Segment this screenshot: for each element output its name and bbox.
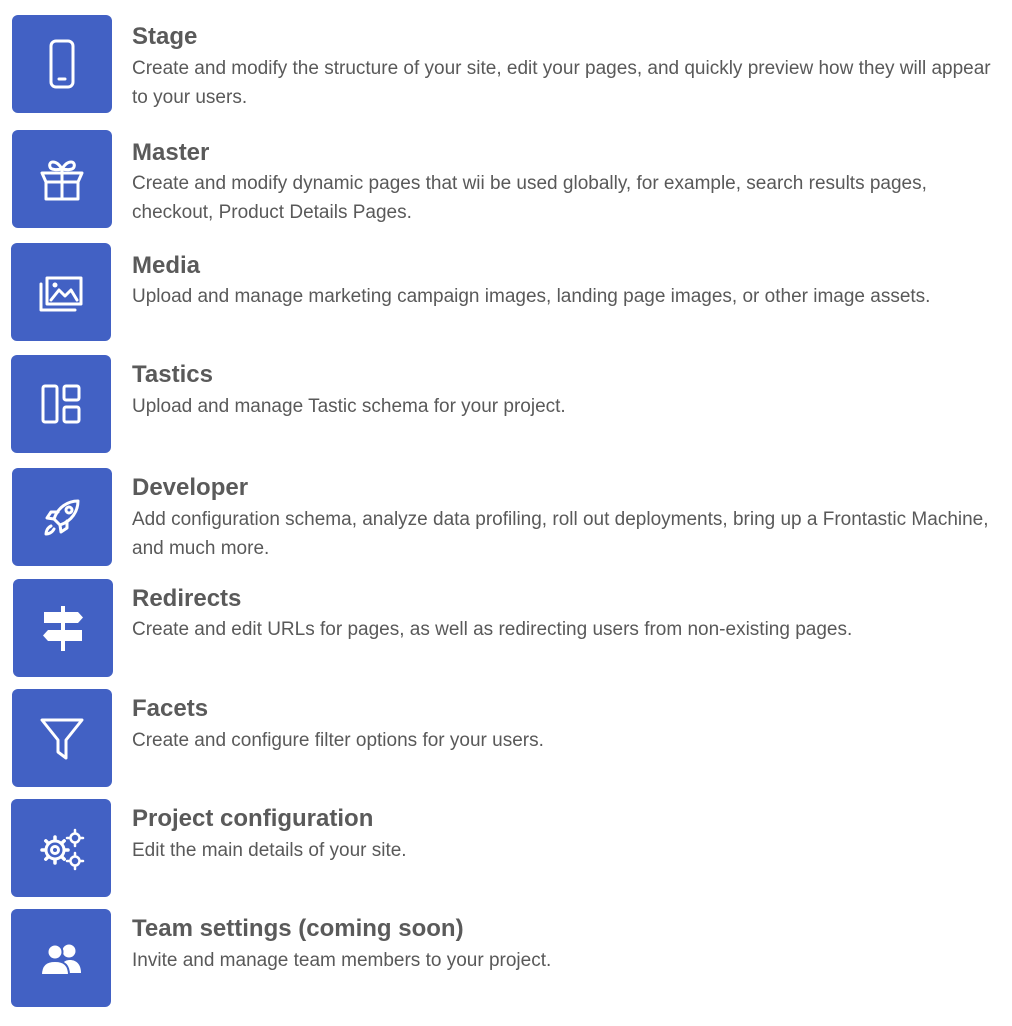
tastics-tile[interactable] bbox=[11, 355, 111, 453]
team-settings-description: Invite and manage team members to your project. bbox=[132, 950, 552, 971]
facets-title[interactable]: Facets bbox=[132, 695, 209, 722]
media-description: Upload and manage marketing campaign images, landing page images, or other image assets. bbox=[132, 286, 931, 307]
redirects-description: Create and edit URLs for pages, as well as redirecting users from non-existing pages. bbox=[132, 619, 853, 640]
tastics-title[interactable]: Tastics bbox=[132, 361, 213, 388]
project-configuration-tile[interactable] bbox=[11, 799, 111, 897]
team-settings-tile[interactable] bbox=[11, 909, 111, 1007]
users-icon bbox=[33, 930, 89, 986]
facets-tile[interactable] bbox=[12, 689, 112, 787]
stage-description: Create and modify the structure of your site, edit your pages, and quickly preview how they will appear to your users. bbox=[132, 58, 991, 108]
filter-funnel-icon bbox=[34, 710, 90, 766]
developer-description: Add configuration schema, analyze data profiling, roll out deployments, bring up a Frontastic Machine, and much more. bbox=[132, 509, 989, 559]
team-settings-title[interactable]: Team settings (coming soon) bbox=[132, 915, 464, 942]
facets-description: Create and configure filter options for your users. bbox=[132, 730, 544, 751]
gift-box-icon bbox=[34, 151, 90, 207]
smartphone-icon bbox=[34, 36, 90, 92]
project-configuration-description: Edit the main details of your site. bbox=[132, 840, 407, 861]
layout-panels-icon bbox=[33, 376, 89, 432]
signpost-icon bbox=[35, 600, 91, 656]
developer-tile[interactable] bbox=[12, 468, 112, 566]
media-title[interactable]: Media bbox=[132, 252, 201, 279]
image-gallery-icon bbox=[33, 264, 89, 320]
master-title[interactable]: Master bbox=[132, 139, 210, 166]
stage-title[interactable]: Stage bbox=[132, 23, 198, 50]
redirects-tile[interactable] bbox=[13, 579, 113, 677]
media-tile[interactable] bbox=[11, 243, 111, 341]
master-tile[interactable] bbox=[12, 130, 112, 228]
developer-title[interactable]: Developer bbox=[132, 474, 249, 501]
tastics-description: Upload and manage Tastic schema for your project. bbox=[132, 396, 566, 417]
project-configuration-title[interactable]: Project configuration bbox=[132, 805, 374, 832]
gears-icon bbox=[33, 820, 89, 876]
redirects-title[interactable]: Redirects bbox=[132, 585, 242, 612]
rocket-icon bbox=[34, 489, 90, 545]
stage-tile[interactable] bbox=[12, 15, 112, 113]
master-description: Create and modify dynamic pages that wii be used globally, for example, search results pages, checkout, Product Details Pages. bbox=[132, 173, 927, 223]
